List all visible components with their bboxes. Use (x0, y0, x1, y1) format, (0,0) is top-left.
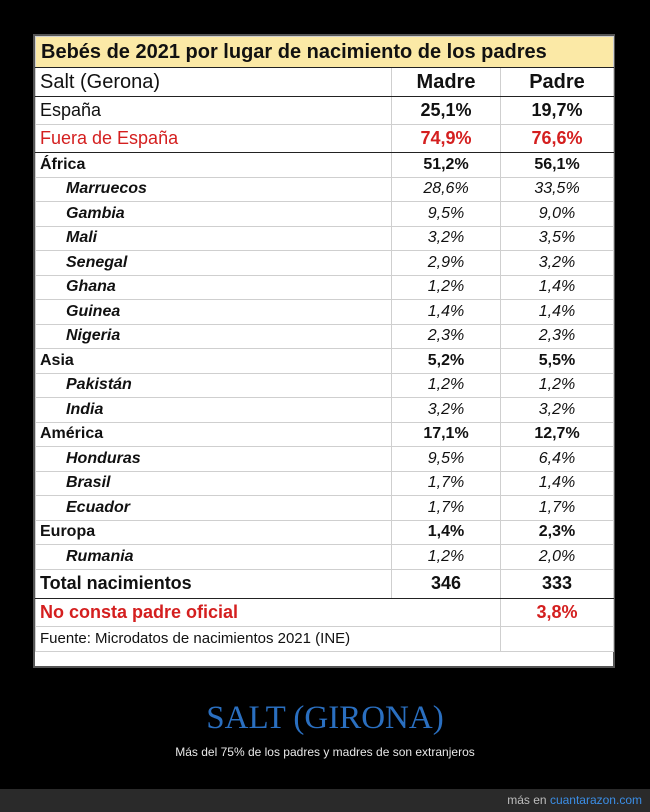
madre-value: 1,7% (392, 496, 501, 521)
row-source (36, 626, 614, 651)
region-label: América (36, 422, 392, 447)
madre-value: 1,4% (392, 300, 501, 325)
country-label: Honduras (36, 447, 392, 472)
row-gambia (36, 202, 614, 227)
no-consta-label: No consta padre oficial (36, 598, 501, 626)
row-honduras (36, 447, 614, 472)
padre-value: 12,7% (501, 422, 614, 447)
table-title-row (36, 37, 614, 68)
row-pakistan (36, 373, 614, 398)
country-label: India (36, 398, 392, 423)
row-espana (36, 97, 614, 125)
row-ecuador (36, 496, 614, 521)
madre-value: 5,2% (392, 349, 501, 374)
padre-value: 56,1% (501, 153, 614, 178)
padre-value: 33,5% (501, 177, 614, 202)
madre-value: 74,9% (392, 125, 501, 153)
caption-title: SALT (GIRONA) (206, 700, 444, 736)
padre-value: 1,4% (501, 300, 614, 325)
row-india (36, 398, 614, 423)
country-label: Ecuador (36, 496, 392, 521)
region-label: Europa (36, 520, 392, 545)
madre-value: 28,6% (392, 177, 501, 202)
madre-value: 9,5% (392, 202, 501, 227)
padre-value: 2,3% (501, 324, 614, 349)
country-label: Pakistán (36, 373, 392, 398)
table-title: Bebés de 2021 por lugar de nacimiento de los padres (36, 37, 614, 68)
padre-value: 1,4% (501, 471, 614, 496)
padre-value: 3,2% (501, 251, 614, 276)
source-note: Fuente: Microdatos de nacimientos 2021 (INE) (36, 626, 501, 651)
padre-value: 2,0% (501, 545, 614, 570)
madre-value: 1,7% (392, 471, 501, 496)
site-link[interactable]: cuantarazon.com (549, 793, 642, 807)
row-total (36, 569, 614, 598)
table-header-row (36, 68, 614, 97)
country-label: Ghana (36, 275, 392, 300)
country-label: Nigeria (36, 324, 392, 349)
padre-value: 2,3% (501, 520, 614, 545)
header-padre: Padre (501, 68, 614, 97)
country-label: Rumania (36, 545, 392, 570)
row-america (36, 422, 614, 447)
row-senegal (36, 251, 614, 276)
footer-prefix: más en (507, 793, 547, 807)
country-label: Mali (36, 226, 392, 251)
row-marruecos (36, 177, 614, 202)
madre-value: 1,2% (392, 275, 501, 300)
padre-value: 1,2% (501, 373, 614, 398)
row-label: Fuera de España (36, 125, 392, 153)
row-ghana (36, 275, 614, 300)
country-label: Marruecos (36, 177, 392, 202)
stats-table-image (33, 34, 615, 668)
caption-subtitle: Más del 75% de los padres y madres de son extranjeros (175, 745, 475, 759)
padre-value: 3,5% (501, 226, 614, 251)
row-no-consta (36, 598, 614, 626)
madre-value: 1,4% (392, 520, 501, 545)
row-mali (36, 226, 614, 251)
country-label: Brasil (36, 471, 392, 496)
header-madre: Madre (392, 68, 501, 97)
empty-cell (501, 626, 614, 651)
row-europa (36, 520, 614, 545)
row-nigeria (36, 324, 614, 349)
row-label: España (36, 97, 392, 125)
padre-value: 3,8% (501, 598, 614, 626)
padre-value: 19,7% (501, 97, 614, 125)
country-label: Gambia (36, 202, 392, 227)
padre-value: 1,7% (501, 496, 614, 521)
row-rumania (36, 545, 614, 570)
births-table (35, 36, 614, 652)
madre-value: 1,2% (392, 545, 501, 570)
country-label: Guinea (36, 300, 392, 325)
madre-value: 346 (392, 569, 501, 598)
row-asia (36, 349, 614, 374)
madre-value: 2,9% (392, 251, 501, 276)
madre-value: 3,2% (392, 398, 501, 423)
padre-value: 9,0% (501, 202, 614, 227)
madre-value: 9,5% (392, 447, 501, 472)
madre-value: 17,1% (392, 422, 501, 447)
region-label: África (36, 153, 392, 178)
region-label: Asia (36, 349, 392, 374)
total-label: Total nacimientos (36, 569, 392, 598)
header-place: Salt (Gerona) (36, 68, 392, 97)
padre-value: 76,6% (501, 125, 614, 153)
madre-value: 2,3% (392, 324, 501, 349)
madre-value: 3,2% (392, 226, 501, 251)
row-guinea (36, 300, 614, 325)
row-brasil (36, 471, 614, 496)
padre-value: 6,4% (501, 447, 614, 472)
padre-value: 5,5% (501, 349, 614, 374)
padre-value: 333 (501, 569, 614, 598)
padre-value: 3,2% (501, 398, 614, 423)
site-footer (0, 789, 650, 812)
madre-value: 1,2% (392, 373, 501, 398)
row-fuera (36, 125, 614, 153)
padre-value: 1,4% (501, 275, 614, 300)
row-africa (36, 153, 614, 178)
madre-value: 25,1% (392, 97, 501, 125)
country-label: Senegal (36, 251, 392, 276)
madre-value: 51,2% (392, 153, 501, 178)
